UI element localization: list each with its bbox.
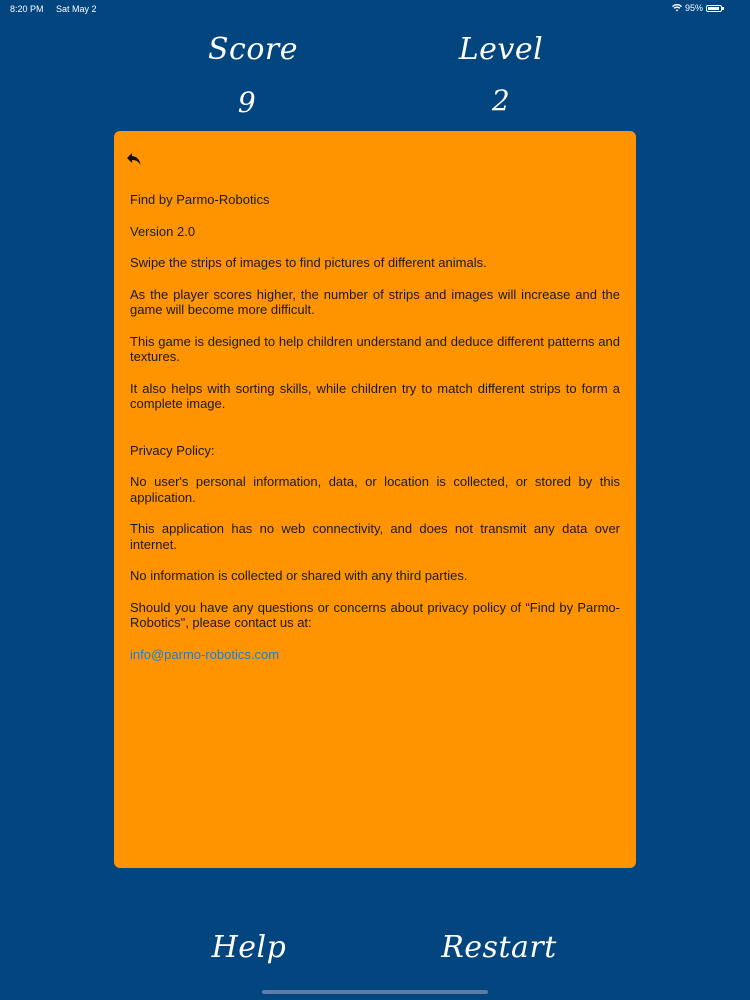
status-bar [0, 0, 750, 18]
app-title: Find by Parmo-Robotics [130, 192, 270, 207]
score-label: Score [207, 32, 298, 67]
status-time: 8:20 PM [10, 4, 44, 14]
privacy-paragraph: No information is collected or shared with any third parties. [130, 568, 468, 583]
privacy-policy-heading: Privacy Policy: [130, 442, 215, 458]
info-panel [114, 131, 636, 868]
version-text: Version 2.0 [130, 223, 196, 239]
wifi-icon [672, 4, 682, 12]
level-label: Level [458, 32, 544, 67]
status-indicators [672, 3, 722, 13]
privacy-paragraph: Should you have any questions or concerns about privacy policy of “Find by Parmo-Robotics", please contact us at: [130, 599, 620, 630]
description-paragraph: Swipe the strips of images to find pictures of different animals. [130, 255, 487, 270]
battery-percentage: 95% [684, 3, 703, 13]
help-button[interactable]: Help [211, 930, 287, 965]
privacy-paragraph: This application has no web connectivity, and does not transmit any data over internet. [130, 521, 620, 552]
description-paragraph: This game is designed to help children understand and deduce different patterns and textures. [130, 333, 620, 364]
description-paragraph: It also helps with sorting skills, while children try to match different strips to form a complete image. [130, 380, 620, 411]
battery-icon [706, 5, 722, 12]
contact-line [130, 647, 620, 663]
privacy-paragraph: No user's personal information, data, or location is collected, or stored by this application. [130, 474, 620, 505]
restart-button[interactable]: Restart [441, 930, 557, 965]
score-value: 9 [237, 86, 257, 119]
level-value: 2 [491, 84, 511, 117]
back-arrow-icon[interactable] [126, 151, 142, 167]
info-text [130, 192, 620, 678]
home-indicator[interactable] [262, 990, 488, 994]
status-date: Sat May 2 [56, 4, 97, 14]
description-paragraph: As the player scores higher, the number of strips and images will increase and the game will become more difficult. [130, 286, 620, 317]
contact-email-link[interactable]: info@parmo-robotics.com [130, 646, 280, 662]
